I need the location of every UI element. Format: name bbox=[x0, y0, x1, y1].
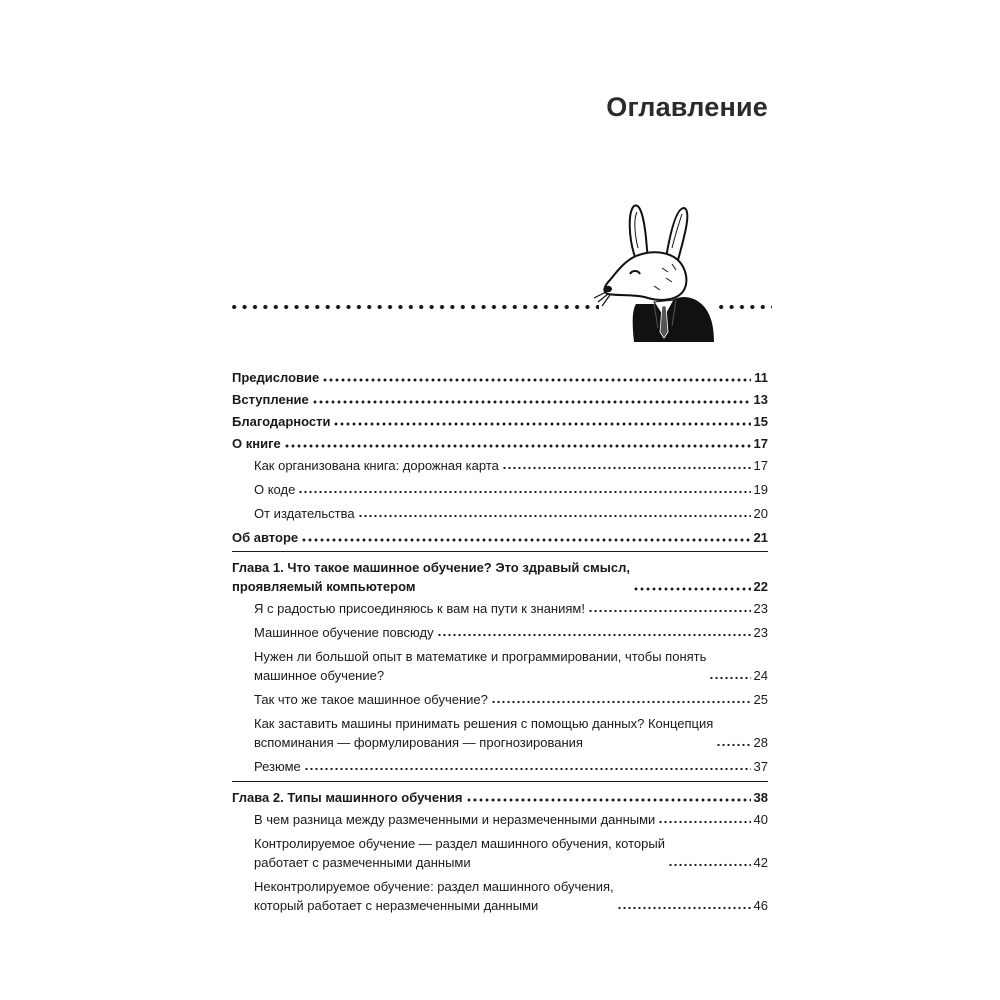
toc-subentry-summary[interactable] bbox=[232, 757, 768, 776]
toc-subentry-math-experience[interactable] bbox=[232, 647, 768, 685]
toc-entry-label bbox=[254, 757, 301, 776]
toc-subentry-everywhere[interactable] bbox=[232, 623, 768, 642]
dotted-divider-right bbox=[716, 303, 772, 311]
toc-entry-line: Как заставить машины принимать решения с помощью данных? Концепция bbox=[254, 716, 714, 731]
toc-subentry-publisher[interactable] bbox=[232, 504, 768, 523]
toc-entry-chapter-1[interactable] bbox=[232, 558, 768, 596]
toc-entry-page: 23 bbox=[753, 625, 768, 640]
toc-entry-introduction[interactable] bbox=[232, 390, 768, 409]
toc-entry-line: Резюме bbox=[254, 759, 301, 774]
dot-leader bbox=[437, 633, 751, 637]
toc-entry-label: Благодарности bbox=[232, 414, 331, 429]
toc-entry-line: Я с радостью присоединяюсь к вам на пути к знаниям! bbox=[254, 601, 585, 616]
toc-entry-page: 17 bbox=[753, 436, 768, 451]
toc-entry-label: Глава 2. Типы машинного обучения bbox=[232, 790, 463, 805]
toc-entry-page: 22 bbox=[753, 579, 768, 594]
dot-leader bbox=[658, 820, 750, 824]
dot-leader bbox=[502, 466, 751, 470]
dot-leader bbox=[466, 798, 751, 802]
toc-subentry-unsupervised[interactable] bbox=[232, 877, 768, 915]
table-of-contents bbox=[232, 368, 768, 920]
dot-leader bbox=[301, 538, 750, 542]
page-title: Оглавление bbox=[606, 92, 768, 122]
toc-subentry-joining[interactable] bbox=[232, 599, 768, 618]
toc-entry-line: проявляемый компьютером bbox=[232, 579, 416, 594]
toc-subentry-labeled-data[interactable] bbox=[232, 810, 768, 829]
toc-entry-line: вспоминания — формулирования — прогнозирования bbox=[254, 735, 583, 750]
toc-entry-line: Машинное обучение повсюду bbox=[254, 625, 434, 640]
dot-leader bbox=[588, 609, 751, 613]
toc-subentry-supervised[interactable] bbox=[232, 834, 768, 872]
dot-leader bbox=[716, 743, 750, 747]
dot-leader bbox=[491, 700, 751, 704]
toc-entry-label bbox=[254, 599, 585, 618]
toc-entry-line: машинное обучение? bbox=[254, 668, 385, 683]
toc-entry-label: Предисловие bbox=[232, 370, 320, 385]
toc-entry-page: 11 bbox=[754, 370, 768, 385]
toc-entry-label: Как организована книга: дорожная карта bbox=[254, 458, 499, 473]
toc-entry-page: 21 bbox=[753, 530, 768, 545]
toc-entry-page: 23 bbox=[753, 601, 768, 616]
toc-entry-page: 20 bbox=[753, 506, 768, 521]
toc-entry-chapter-2[interactable] bbox=[232, 788, 768, 807]
toc-entry-page: 15 bbox=[753, 414, 768, 429]
toc-entry-page: 40 bbox=[753, 812, 768, 827]
toc-entry-preface[interactable] bbox=[232, 368, 768, 387]
toc-entry-page: 25 bbox=[753, 692, 768, 707]
toc-entry-label: О коде bbox=[254, 482, 296, 497]
toc-entry-page: 38 bbox=[753, 790, 768, 805]
toc-entry-line: который работает с неразмеченными данными bbox=[254, 898, 539, 913]
toc-subentry-decisions[interactable] bbox=[232, 714, 768, 752]
toc-entry-page: 46 bbox=[753, 898, 768, 913]
toc-entry-thanks[interactable] bbox=[232, 412, 768, 431]
toc-entry-page: 28 bbox=[753, 735, 768, 750]
toc-entry-label bbox=[254, 877, 614, 915]
toc-entry-about-book[interactable] bbox=[232, 434, 768, 453]
dot-leader bbox=[617, 906, 751, 910]
toc-entry-line: Контролируемое обучение — раздел машинного обучения, который bbox=[254, 836, 665, 851]
section-divider bbox=[232, 781, 768, 782]
toc-entry-line: Так что же такое машинное обучение? bbox=[254, 692, 488, 707]
toc-entry-line: Глава 1. Что такое машинное обучение? Это здравый смысл, bbox=[232, 560, 630, 575]
toc-entry-about-author[interactable] bbox=[232, 528, 768, 547]
dot-leader bbox=[298, 490, 750, 494]
toc-entry-page: 37 bbox=[753, 759, 768, 774]
toc-entry-page: 13 bbox=[753, 392, 768, 407]
toc-entry-line: работает с размеченными данными bbox=[254, 855, 471, 870]
toc-entry-label bbox=[254, 834, 665, 872]
dot-leader bbox=[668, 863, 751, 867]
toc-entry-label bbox=[254, 714, 713, 752]
toc-entry-line: Нужен ли большой опыт в математике и программировании, чтобы понять bbox=[254, 649, 707, 664]
toc-entry-page: 17 bbox=[753, 458, 768, 473]
dot-leader bbox=[333, 422, 750, 426]
toc-entry-line: В чем разница между размеченными и неразмеченными данными bbox=[254, 812, 656, 827]
dot-leader bbox=[633, 587, 751, 591]
toc-entry-label bbox=[254, 810, 655, 829]
toc-entry-label: Вступление bbox=[232, 392, 309, 407]
dotted-divider-left bbox=[229, 303, 599, 311]
dot-leader bbox=[284, 444, 751, 448]
dot-leader bbox=[312, 400, 751, 404]
toc-entry-label bbox=[254, 690, 488, 709]
toc-entry-label bbox=[254, 623, 434, 642]
toc-entry-label bbox=[232, 558, 630, 596]
toc-entry-label: От издательства bbox=[254, 506, 355, 521]
rabbit-in-suit-icon bbox=[592, 198, 716, 344]
toc-subentry-roadmap[interactable] bbox=[232, 456, 768, 475]
dot-leader bbox=[322, 378, 751, 382]
dot-leader bbox=[304, 767, 751, 771]
toc-entry-label: Об авторе bbox=[232, 530, 299, 545]
toc-entry-page: 19 bbox=[753, 482, 768, 497]
toc-subentry-what-is-ml[interactable] bbox=[232, 690, 768, 709]
dot-leader bbox=[709, 676, 750, 680]
toc-entry-line: Неконтролируемое обучение: раздел машинного обучения, bbox=[254, 879, 614, 894]
toc-entry-page: 24 bbox=[753, 668, 768, 683]
section-divider bbox=[232, 551, 768, 552]
toc-entry-page: 42 bbox=[753, 855, 768, 870]
dot-leader bbox=[358, 514, 751, 518]
toc-entry-label bbox=[254, 647, 706, 685]
toc-entry-label: О книге bbox=[232, 436, 281, 451]
toc-subentry-code[interactable] bbox=[232, 480, 768, 499]
